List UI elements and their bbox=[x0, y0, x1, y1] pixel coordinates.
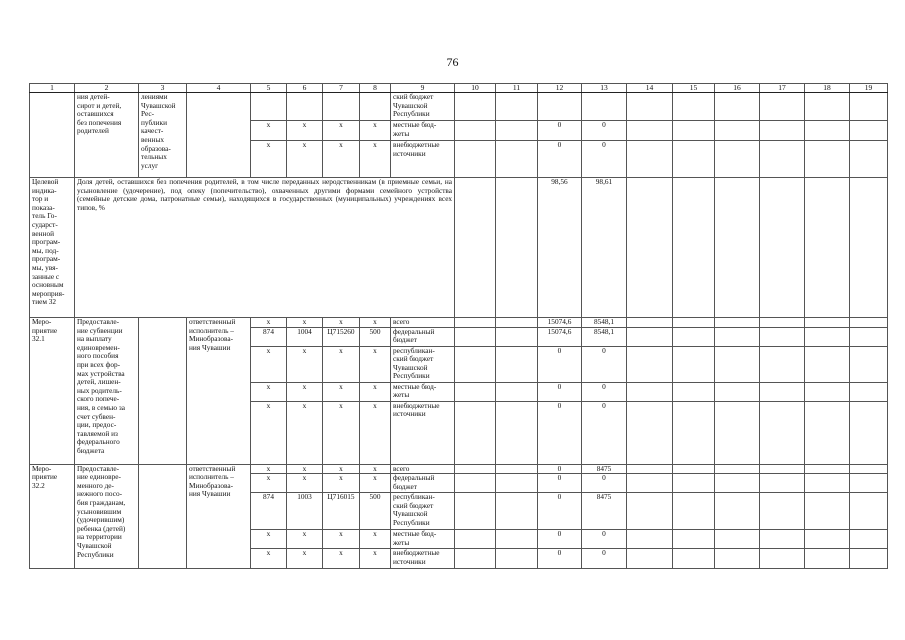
grbs-cell: x bbox=[251, 382, 287, 401]
funding-source-cell: ский бюджет Чувашской Республики bbox=[391, 93, 455, 121]
section-cell: x bbox=[287, 401, 323, 464]
header-cell: 5 bbox=[251, 84, 287, 93]
grbs-cell: x bbox=[251, 346, 287, 382]
header-cell: 17 bbox=[760, 84, 805, 93]
header-cell: 4 bbox=[187, 84, 251, 93]
target-article-cell: x bbox=[323, 318, 360, 328]
section-cell: x bbox=[287, 464, 323, 474]
grbs-cell: 874 bbox=[251, 327, 287, 346]
grbs-cell: 874 bbox=[251, 493, 287, 530]
section-cell: 1003 bbox=[287, 493, 323, 530]
value-cell-12 bbox=[538, 93, 582, 121]
value-cell-12: 15074,6 bbox=[538, 318, 582, 328]
target-article-cell: x bbox=[323, 382, 360, 401]
section-cell bbox=[287, 93, 323, 121]
funding-source-cell: местные бюд- жеты bbox=[391, 530, 455, 549]
target-article-cell: x bbox=[323, 549, 360, 569]
expense-type-cell: x bbox=[360, 530, 391, 549]
section-cell: x bbox=[287, 382, 323, 401]
value-cell-12: 0 bbox=[538, 493, 582, 530]
header-cell: 9 bbox=[391, 84, 455, 93]
target-article-cell: x bbox=[323, 346, 360, 382]
table-row bbox=[30, 464, 888, 474]
section-cell: x bbox=[287, 318, 323, 328]
measure-description: Предоставле- ние субвенции на выплату единовремен- ного пособия при всех фор- мах устройства детей, лишен- ных родитель- ского попече- ния, в семью за счет субвен- ции, предос- тавляемой из федерального бюджета bbox=[75, 318, 139, 465]
expense-type-cell bbox=[360, 93, 391, 121]
header-cell: 15 bbox=[673, 84, 715, 93]
grbs-cell: x bbox=[251, 474, 287, 493]
header-cell: 1 bbox=[30, 84, 75, 93]
indicator-row bbox=[30, 178, 888, 318]
page-number: 76 bbox=[446, 55, 459, 69]
executor-cell: лениями Чувашской Рес- публики качест- венных образова- тельных услуг bbox=[139, 93, 187, 178]
value-cell-13: 0 bbox=[582, 401, 627, 464]
value-cell-13: 0 bbox=[582, 530, 627, 549]
value-cell-13: 8548,1 bbox=[582, 327, 627, 346]
value-cell-13 bbox=[582, 93, 627, 121]
table-row bbox=[30, 93, 888, 121]
value-cell-13: 0 bbox=[582, 382, 627, 401]
value-cell-12: 0 bbox=[538, 346, 582, 382]
value-cell-13: 0 bbox=[582, 474, 627, 493]
empty-cell bbox=[30, 93, 75, 178]
funding-source-cell: республикан- ский бюджет Чувашской Республики bbox=[391, 346, 455, 382]
grbs-cell: x bbox=[251, 530, 287, 549]
funding-source-cell: республикан- ский бюджет Чувашской Республики bbox=[391, 493, 455, 530]
table-row bbox=[30, 318, 888, 328]
header-cell: 16 bbox=[715, 84, 760, 93]
expense-type-cell: x bbox=[360, 318, 391, 328]
funding-source-cell: местные бюд- жеты bbox=[391, 382, 455, 401]
empty-cell bbox=[187, 93, 251, 178]
executor-cell: ответственный исполнитель – Минобразова- ния Чувашии bbox=[187, 318, 251, 465]
header-cell: 19 bbox=[850, 84, 888, 93]
header-cell: 11 bbox=[496, 84, 538, 93]
measure-label: Меро- приятие 32.1 bbox=[30, 318, 75, 465]
indicator-text: Доля детей, оставшихся без попечения родителей, в том числе переданных неродственникам (в приемные семьи, на усыновление (удочерение), под опеку (попечительство), охваченных другими формами семейного устройства (семейные детские дома, патронатные семьи), находящихся в государственных (муниципальных) учреждениях всех типов, % bbox=[75, 178, 455, 318]
target-article-cell: x bbox=[323, 141, 360, 178]
target-article-cell: x bbox=[323, 464, 360, 474]
value-cell-12: 0 bbox=[538, 401, 582, 464]
value-cell-12: 0 bbox=[538, 141, 582, 178]
expense-type-cell: x bbox=[360, 141, 391, 178]
funding-source-cell: внебюджетные источники bbox=[391, 401, 455, 464]
funding-source-cell: всего bbox=[391, 464, 455, 474]
indicator-label: Целевой индика- тор и показа- тель Го- сударст- венной програм- мы, под- програм- мы, увя- занные с основным мероприя- тием 32 bbox=[30, 178, 75, 318]
section-cell: x bbox=[287, 121, 323, 141]
value-cell-12: 0 bbox=[538, 121, 582, 141]
value-cell-12: 0 bbox=[538, 464, 582, 474]
target-article-cell bbox=[323, 93, 360, 121]
funding-source-cell: внебюджетные источники bbox=[391, 549, 455, 569]
section-cell: x bbox=[287, 530, 323, 549]
grbs-cell: x bbox=[251, 121, 287, 141]
indicator-value-12: 98,56 bbox=[538, 178, 582, 318]
value-cell-12: 0 bbox=[538, 549, 582, 569]
grbs-cell: x bbox=[251, 141, 287, 178]
funding-source-cell: федеральный бюджет bbox=[391, 327, 455, 346]
expense-type-cell: x bbox=[360, 382, 391, 401]
header-cell: 14 bbox=[627, 84, 673, 93]
header-cell: 10 bbox=[455, 84, 496, 93]
executor-cell: ответственный исполнитель – Минобразова- ния Чувашии bbox=[187, 464, 251, 569]
target-article-cell: Ц716015 bbox=[323, 493, 360, 530]
header-cell: 13 bbox=[582, 84, 627, 93]
grbs-cell: x bbox=[251, 464, 287, 474]
header-cell: 12 bbox=[538, 84, 582, 93]
measure-description: ния детей- сирот и детей, оставшихся без попечения родителей bbox=[75, 93, 139, 178]
value-cell-13: 0 bbox=[582, 549, 627, 569]
expense-type-cell: x bbox=[360, 121, 391, 141]
value-cell-12: 0 bbox=[538, 530, 582, 549]
funding-source-cell: местные бюд- жеты bbox=[391, 121, 455, 141]
header-cell: 3 bbox=[139, 84, 187, 93]
grbs-cell: x bbox=[251, 401, 287, 464]
budget-table bbox=[29, 83, 888, 569]
indicator-value-13: 98,61 bbox=[582, 178, 627, 318]
section-cell: x bbox=[287, 141, 323, 178]
measure-description: Предоставле- ние единовре- менного де- нежного посо- бия гражданам, усыновившим (удочерившим) ребенка (детей) на территории Чувашской Республики bbox=[75, 464, 139, 569]
measure-label: Меро- приятие 32.2 bbox=[30, 464, 75, 569]
expense-type-cell: x bbox=[360, 346, 391, 382]
funding-source-cell: федеральный бюджет bbox=[391, 474, 455, 493]
funding-source-cell: всего bbox=[391, 318, 455, 328]
empty-cell bbox=[139, 318, 187, 465]
header-cell: 7 bbox=[323, 84, 360, 93]
expense-type-cell: x bbox=[360, 474, 391, 493]
value-cell-13: 8548,1 bbox=[582, 318, 627, 328]
grbs-cell bbox=[251, 93, 287, 121]
header-cell: 6 bbox=[287, 84, 323, 93]
value-cell-13: 0 bbox=[582, 121, 627, 141]
target-article-cell: x bbox=[323, 401, 360, 464]
expense-type-cell: x bbox=[360, 401, 391, 464]
expense-type-cell: 500 bbox=[360, 493, 391, 530]
section-cell: 1004 bbox=[287, 327, 323, 346]
target-article-cell: Ц715260 bbox=[323, 327, 360, 346]
expense-type-cell: 500 bbox=[360, 327, 391, 346]
value-cell-12: 0 bbox=[538, 382, 582, 401]
target-article-cell: x bbox=[323, 474, 360, 493]
value-cell-13: 8475 bbox=[582, 493, 627, 530]
section-cell: x bbox=[287, 474, 323, 493]
empty-cell bbox=[139, 464, 187, 569]
header-cell: 8 bbox=[360, 84, 391, 93]
grbs-cell: x bbox=[251, 549, 287, 569]
section-cell: x bbox=[287, 549, 323, 569]
target-article-cell: x bbox=[323, 530, 360, 549]
grbs-cell: x bbox=[251, 318, 287, 328]
column-number-row bbox=[30, 84, 888, 93]
header-cell: 18 bbox=[805, 84, 850, 93]
value-cell-13: 0 bbox=[582, 141, 627, 178]
target-article-cell: x bbox=[323, 121, 360, 141]
section-cell: x bbox=[287, 346, 323, 382]
expense-type-cell: x bbox=[360, 464, 391, 474]
value-cell-12: 0 bbox=[538, 474, 582, 493]
header-cell: 2 bbox=[75, 84, 139, 93]
value-cell-13: 8475 bbox=[582, 464, 627, 474]
value-cell-13: 0 bbox=[582, 346, 627, 382]
expense-type-cell: x bbox=[360, 549, 391, 569]
funding-source-cell: внебюджетные источники bbox=[391, 141, 455, 178]
value-cell-12: 15074,6 bbox=[538, 327, 582, 346]
